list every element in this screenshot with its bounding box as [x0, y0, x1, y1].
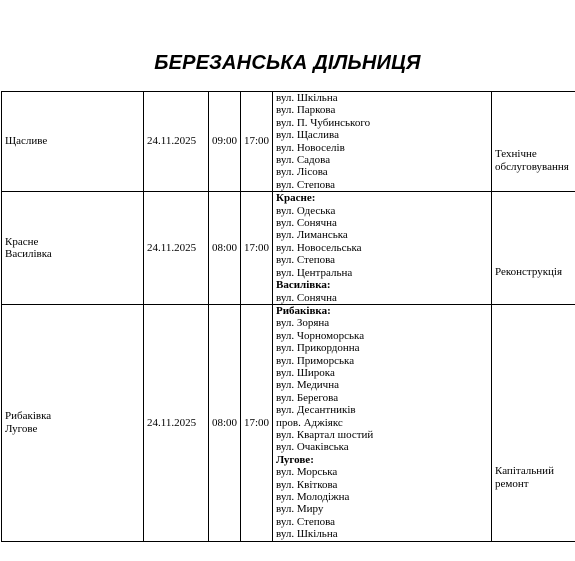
street-item: вул. Берегова	[276, 391, 339, 404]
street-item: вул. Шкільна	[276, 528, 338, 541]
work-type-label: Капітальний ремонт	[495, 465, 554, 490]
street-item: вул. П. Чубинського	[276, 116, 371, 129]
settlement-subheading: Василівка:	[276, 279, 331, 292]
time-to-cell: 17:00	[241, 304, 273, 541]
settlement-name: Щасливе	[5, 135, 48, 148]
street-item: вул. Щаслива	[276, 129, 339, 142]
settlement-name: Красне	[5, 235, 39, 248]
settlement-subheading: Лугове:	[276, 453, 314, 466]
time-to-cell: 17:00	[241, 192, 273, 305]
street-item: вул. Сонячна	[276, 217, 337, 230]
street-item: вул. Чорноморська	[276, 329, 365, 342]
outage-schedule-table	[1, 91, 575, 542]
street-item: вул. Морська	[276, 466, 338, 479]
street-item: вул. Очаківська	[276, 441, 349, 454]
location-cell	[2, 192, 144, 305]
work-type-cell	[492, 92, 575, 192]
date-cell: 24.11.2025	[144, 192, 209, 305]
street-item: вул. Шкільна	[276, 92, 338, 104]
settlement-name: Василівка	[5, 248, 52, 261]
time-from-cell: 08:00	[209, 192, 241, 305]
date-cell: 24.11.2025	[144, 304, 209, 541]
street-item: вул. Паркова	[276, 104, 336, 117]
street-item: вул. Прикордонна	[276, 342, 360, 355]
streets-cell	[273, 304, 492, 541]
settlement-subheading: Рибаківка:	[276, 304, 331, 317]
time-to-cell: 17:00	[241, 92, 273, 192]
street-item: вул. Зоряна	[276, 317, 330, 330]
street-item: вул. Миру	[276, 503, 324, 516]
street-item: вул. Приморська	[276, 354, 355, 367]
work-type-label: Технічне обслуговування	[495, 148, 569, 173]
street-item: вул. Широка	[276, 366, 335, 379]
work-type-label: Реконструкція	[495, 266, 563, 279]
date-cell: 24.11.2025	[144, 92, 209, 192]
street-item: пров. Аджіякс	[276, 416, 343, 429]
street-item: вул. Новосельська	[276, 241, 362, 254]
street-item: вул. Медична	[276, 379, 339, 392]
table-row	[2, 192, 575, 305]
location-cell	[2, 304, 144, 541]
page-title: БЕРЕЗАНСЬКА ДІЛЬНИЦЯ	[154, 52, 421, 74]
streets-cell	[273, 92, 492, 192]
street-item: вул. Центральна	[276, 266, 353, 279]
table-row	[2, 304, 575, 541]
street-item: вул. Сонячна	[276, 291, 337, 304]
street-item: вул. Лісова	[276, 166, 328, 179]
street-item: вул. Десантників	[276, 404, 356, 417]
street-item: вул. Лиманська	[276, 229, 348, 242]
time-from-cell: 08:00	[209, 304, 241, 541]
street-item: вул. Одеська	[276, 204, 336, 217]
street-item: вул. Степова	[276, 515, 336, 528]
settlement-subheading: Красне:	[276, 192, 316, 205]
street-item: вул. Квартал шостий	[276, 428, 374, 441]
location-cell	[2, 92, 144, 192]
table-row	[2, 92, 575, 192]
street-item: вул. Степова	[276, 254, 336, 267]
settlement-name: Лугове	[5, 422, 38, 435]
work-type-cell	[492, 192, 575, 305]
time-from-cell: 09:00	[209, 92, 241, 192]
streets-cell	[273, 192, 492, 305]
street-item: вул. Степова	[276, 178, 336, 191]
street-item: вул. Квіткова	[276, 478, 338, 491]
street-item: вул. Новоселів	[276, 141, 345, 154]
work-type-cell	[492, 304, 575, 541]
settlement-name: Рибаківка	[5, 410, 52, 423]
street-item: вул. Садова	[276, 154, 331, 167]
street-item: вул. Молодіжна	[276, 491, 350, 503]
